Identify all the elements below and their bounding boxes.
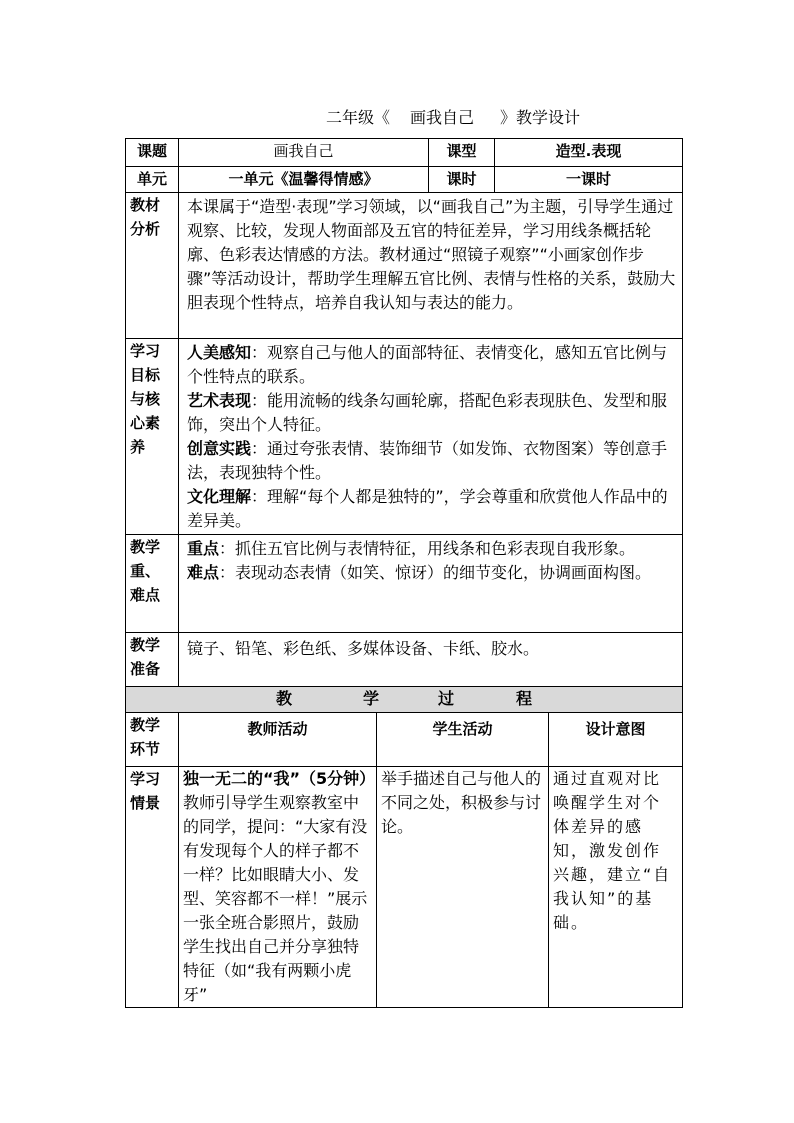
hours-value: 一课时 <box>495 167 683 193</box>
topic-row <box>126 139 683 167</box>
goal-head: 创意实践 <box>187 439 252 458</box>
goal-sep: ： <box>251 487 268 506</box>
prep-text: 镜子、铅笔、彩色纸、多媒体设备、卡纸、胶水。 <box>179 633 683 687</box>
intent-cell: 通过直观对比唤醒学生对个体差异的感知，激发创作兴趣，建立“自我认知”的基础。 <box>549 767 683 1008</box>
goal-item <box>187 341 676 389</box>
hours-label: 课时 <box>429 167 495 193</box>
band-char: 学 <box>363 689 380 708</box>
process-band <box>126 687 683 713</box>
type-label: 课型 <box>429 139 495 167</box>
goal-item <box>187 485 676 533</box>
process-band-cell <box>126 687 683 713</box>
teacher-activity-title: 独一无二的“我”（5分钟） <box>183 769 376 788</box>
goal-head: 艺术表现 <box>187 391 252 410</box>
unit-row <box>126 167 683 193</box>
title-suffix: 》教学设计 <box>500 108 581 127</box>
goal-head: 人美感知 <box>187 343 252 362</box>
col-student: 学生活动 <box>377 713 549 767</box>
teacher-activity-text: 教师引导学生观察教室中的同学，提问：“大家有没有发现每个人的样子都不一样？比如眼睛大小、发型、笑容都不一样！”展示一张全班合影照片，鼓励学生找出自己并分享独特特征（如“我有两颗小虎牙” <box>183 793 368 1004</box>
hard-point-text: ：表现动态表情（如笑、惊讶）的细节变化，协调画面构图。 <box>219 563 652 582</box>
process-band-inner <box>126 687 682 711</box>
key-point-text: ：抓住五官比例与表情特征，用线条和色彩表现自我形象。 <box>219 539 636 558</box>
goal-text: 能用流畅的线条勾画轮廓，搭配色彩表现肤色、发型和服饰，突出个人特征。 <box>187 391 668 434</box>
lesson-plan-table <box>125 138 683 1008</box>
band-char: 过 <box>438 689 455 708</box>
goals-row <box>126 339 683 535</box>
unit-value: 一单元《温馨得情感》 <box>179 167 429 193</box>
goal-sep: ： <box>251 391 268 410</box>
band-char: 教 <box>276 689 293 708</box>
unit-label: 单元 <box>126 167 179 193</box>
title-grade: 二年级《 <box>326 108 391 127</box>
key-point <box>187 537 676 561</box>
document-title <box>0 105 794 129</box>
keypoints-label: 教学重、难点 <box>126 535 179 633</box>
analysis-row <box>126 193 683 339</box>
goal-item <box>187 437 676 485</box>
hard-point <box>187 561 676 585</box>
topic-value: 画我自己 <box>179 139 429 167</box>
col-intent: 设计意图 <box>549 713 683 767</box>
prep-label: 教学准备 <box>126 633 179 687</box>
col-teacher: 教师活动 <box>179 713 377 767</box>
type-value: 造型.表现 <box>495 139 683 167</box>
col-stage: 教学环节 <box>126 713 179 767</box>
band-char: 程 <box>516 689 533 708</box>
goal-sep: ： <box>251 439 268 458</box>
hard-point-head: 难点 <box>187 563 220 582</box>
title-lesson: 画我自己 <box>410 108 475 127</box>
goal-item <box>187 389 676 437</box>
key-point-head: 重点 <box>187 539 220 558</box>
goal-text: 理解“每个人都是独特的”，学会尊重和欣赏他人作品中的差异美。 <box>187 487 668 530</box>
goal-text: 观察自己与他人的面部特征、表情变化，感知五官比例与个性特点的联系。 <box>187 343 668 386</box>
prep-row <box>126 633 683 687</box>
goals-list <box>179 339 683 535</box>
teacher-cell <box>179 767 377 1008</box>
process-header-row <box>126 713 683 767</box>
goal-sep: ： <box>251 343 268 362</box>
goal-text: 通过夸张表情、装饰细节（如发饰、衣物图案）等创意手法，表现独特个性。 <box>187 439 668 482</box>
goal-head: 文化理解 <box>187 487 252 506</box>
analysis-text: 本课属于“造型·表现”学习领域，以“画我自己”为主题，引导学生通过观察、比较，发现人物面部及五官的特征差异，学习用线条概括轮廓、色彩表达情感的方法。教材通过“照镜子观察”“小画家创作步骤”等活动设计，帮助学生理解五官比例、表情与性格的关系，鼓励大胆表现个性特点，培养自我认知与表达的能力。 <box>179 193 683 339</box>
keypoints-text <box>179 535 683 633</box>
stage-cell: 学习情景 <box>126 767 179 1008</box>
process-row <box>126 767 683 1008</box>
topic-label: 课题 <box>126 139 179 167</box>
student-cell: 举手描述自己与他人的不同之处，积极参与讨论。 <box>377 767 549 1008</box>
goals-label: 学习目标与核心素养 <box>126 339 179 535</box>
keypoints-row <box>126 535 683 633</box>
analysis-label: 教材分析 <box>126 193 179 339</box>
